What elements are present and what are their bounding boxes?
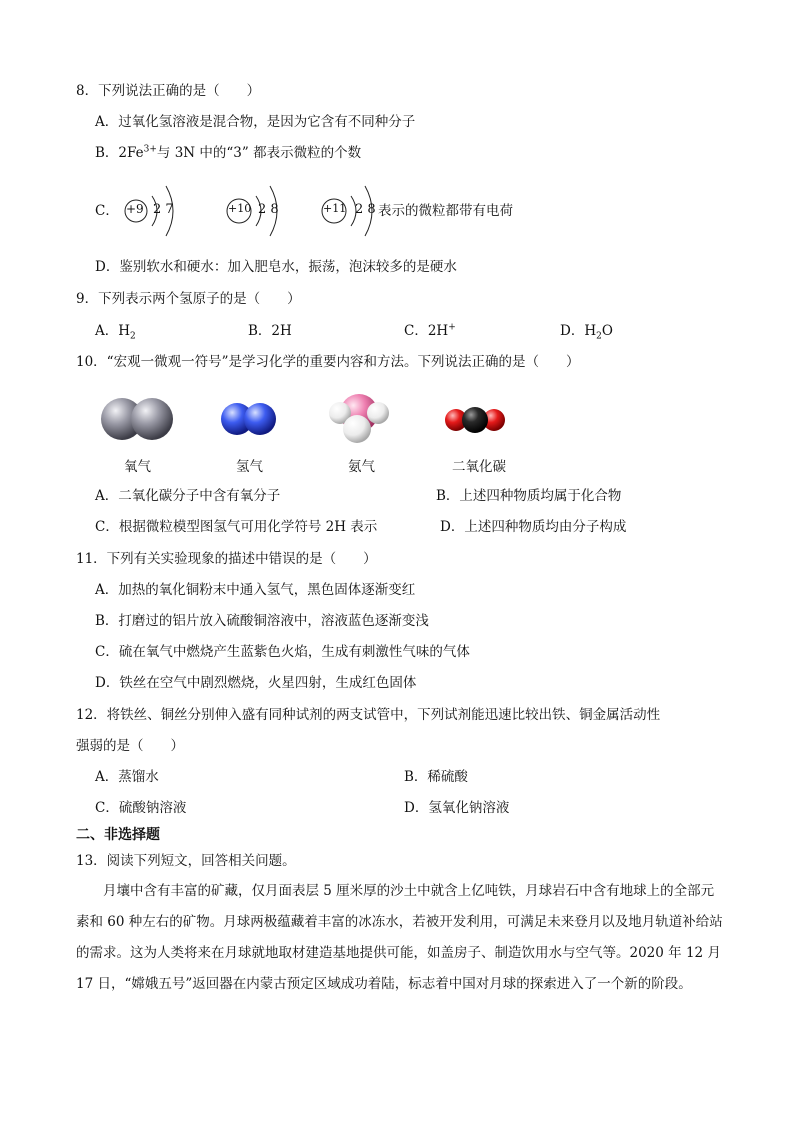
q10-option-d: D．上述四种物质均由分子构成 [440,519,627,535]
q12-option-c: C．硫酸钠溶液 [95,800,187,816]
q13-stem: 13．阅读下列短文，回答相关问题。 [76,853,296,869]
q10-option-a: A．二氧化碳分子中含有氧分子 [95,488,281,504]
q9-option-b: B．2H [248,323,292,339]
molecule-model-oxygen [100,397,176,443]
q9-option-c: C．2H+ [404,322,456,339]
molecule-model-hydrogen [220,401,280,437]
q11-option-d: D．铁丝在空气中剧烈燃烧，火星四射，生成红色固体 [95,675,417,691]
molecule-label-carbon-dioxide: 二氧化碳 [452,459,506,475]
q12-option-b: B．稀硫酸 [404,769,468,785]
q9-option-a: A．$H_2$ [95,323,136,342]
molecule-model-ammonia [326,393,392,445]
molecule-model-carbon-dioxide [444,405,506,435]
q12-stem-line2: 强弱的是（ ） [76,738,184,754]
q10-option-c: C．根据微粒模型图氢气可用化学符号 2H 表示 [95,519,378,535]
atom-3-shells: 2 8 [355,202,376,217]
q12-option-a: A．蒸馏水 [95,769,159,785]
q8-option-a: A．过氧化氢溶液是混合物，是因为它含有不同种分子 [95,114,416,130]
section-heading-non-choice: 二、非选择题 [76,827,160,843]
atom-3-nucleus: +11 [323,202,347,215]
q8-stem: 8．下列说法正确的是（ ） [76,83,261,99]
q12-option-d: D．氢氧化钠溶液 [404,800,510,816]
molecule-label-hydrogen: 氢气 [236,459,263,475]
molecule-label-ammonia: 氨气 [348,459,375,475]
q10-option-b: B．上述四种物质均属于化合物 [436,488,622,504]
atom-2-shells: 2 8 [258,202,279,217]
atom-2-nucleus: +10 [228,202,252,215]
q9-option-d: D．$H_2O$ [560,323,613,342]
atom-1-nucleus: +9 [126,202,144,216]
q8-option-b: B．$2Fe^{3+}$与 3N 中的“3” 都表示微粒的个数 [95,144,362,161]
q11-option-c: C．硫在氧气中燃烧产生蓝紫色火焰，生成有刺激性气味的气体 [95,644,470,660]
atom-structure-diagram-2 [225,178,295,244]
atom-structure-diagram-1 [122,178,192,244]
q11-option-b: B．打磨过的铝片放入硫酸铜溶液中，溶液蓝色逐渐变浅 [95,613,429,629]
q12-stem-line1: 12．将铁丝、铜丝分别伸入盛有同种试剂的两支试管中，下列试剂能迅速比较出铁、铜金属活动性 [76,707,661,723]
q11-stem: 11．下列有关实验现象的描述中错误的是（ ） [76,551,377,567]
molecule-label-oxygen: 氧气 [124,459,151,475]
q8-option-c-label: C． [95,203,119,219]
q8-option-d: D．鉴别软水和硬水：加入肥皂水，振荡，泡沫较多的是硬水 [95,259,457,275]
atom-1-shells: 2 7 [153,202,174,217]
q9-stem: 9．下列表示两个氢原子的是（ ） [76,291,301,307]
q13-passage: 月壤中含有丰富的矿藏，仅月面表层 5 厘米厚的沙土中就含上亿吨铁，月球岩石中含有地球上的全部元素和 60 种左右的矿物。月球两极蕴藏着丰富的冰冻水，若被开发利用，可满足未来登月以及地月轨道补给站的需求。这为人类将来在月球就地取材建造基地提供可能，如盖房子、制造饮用水与空气等。2020 年 12 月 17 日，“嫦娥五号”返回器在内蒙古预定区域成功着陆，标志着中国对月球的探索进入了一个新的阶段。 [76,883,723,992]
q8-option-c-text: 表示的微粒都带有电荷 [378,203,513,219]
q10-stem: 10．“宏观一微观一符号”是学习化学的重要内容和方法。下列说法正确的是（ ） [76,354,580,370]
q11-option-a: A．加热的氧化铜粉末中通入氢气，黑色固体逐渐变红 [95,582,416,598]
